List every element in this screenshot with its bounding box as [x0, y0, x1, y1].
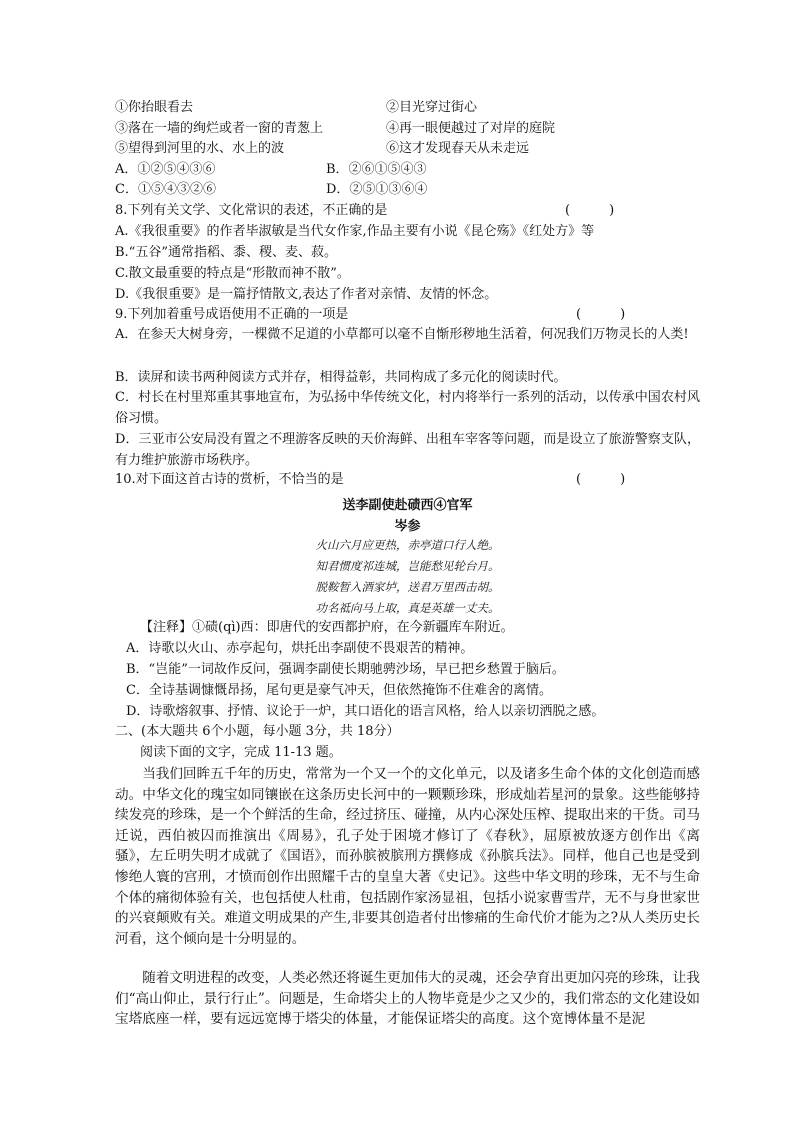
q7-option-a: A．①②⑤④③⑥	[115, 162, 216, 177]
q7-item-3: ③落在一墙的绚烂或者一窗的青葱上	[115, 121, 324, 136]
q9-option-b: B．读屏和读书两种阅读方式并存，相得益彰，共同构成了多元化的阅读时代。	[115, 370, 567, 385]
q9-option-d: D．三亚市公安局没有置之不理游客反映的天价海鲜、出租车宰客等问题，而是设立了旅游警察支队，有力维护旅游市场秩序。	[115, 432, 700, 468]
poem-line-2: 知君惯度祁连城，岂能愁见轮台月。	[315, 559, 500, 573]
q10-option-c: C．全诗基调慷慨昂扬，尾句更是豪气冲天，但依然掩饰不住难舍的离情。	[126, 683, 552, 698]
q9-option-c: C．村长在村里郑重其事地宣布，为弘扬中华传统文化，村内将举行一系列的活动，以传承中国农村风俗习惯。	[115, 390, 700, 426]
q10-option-a: A．诗歌以火山、赤亭起句，烘托出李副使不畏艰苦的精神。	[126, 641, 474, 656]
q10-stem: 10.对下面这首古诗的赏析，不恰当的是	[115, 472, 344, 487]
q10-answer-paren: ( )	[576, 472, 626, 487]
reading-paragraph-2: 随着文明进程的改变，人类必然还将诞生更加伟大的灵魂，还会孕育出更加闪亮的珍珠，让我们“高山仰止，景行行止”。问题是，生命塔尖上的人物毕竟是少之又少的，我们常态的文化建设如宝塔底座一样，要有远远宽博于塔尖的体量，才能保证塔尖的高度。这个宽博体量不是泥	[115, 970, 700, 1028]
section-2-heading: 二、(本大题共 6个小题，每小题 3分，共 18分）	[115, 724, 400, 739]
q9-option-a: A．在参天大树身旁，一棵微不足道的小草都可以毫不自惭形秽地生活着，何况我们万物灵长的人类!	[115, 327, 689, 342]
q8-option-a: A.《我很重要》的作者毕淑敏是当代女作家,作品主要有小说《昆仑殇》《红处方》等	[115, 224, 595, 239]
reading-paragraph-1: 当我们回眸五千年的历史，常常为一个又一个的文化单元，以及诸多生命个体的文化创造而感动。中华文化的瑰宝如同镶嵌在这条历史长河中的一颗颗珍珠，形成灿若星河的景象。这些能够持续发亮的珍珠，是一个个鲜活的生命，经过挤压、碰撞，从内心深处压榨、提取出来的干货。司马迁说，西伯被囚而推演出《周易》，孔子处于困境才修订了《春秋》，屈原被放逐方创作出《离骚》，左丘明失明才成就了《国语》，而孙膑被膑刑方撰修成《孙膑兵法》。同样，他自己也是受到惨绝人寰的宫刑，才愤而创作出照耀千古的皇皇大著《史记》。这些中华文明的珍珠，无不与生命个体的痛彻体验有关，也包括使人杜甫，包括剧作家汤显祖，包括小说家曹雪芹，无不与身世家世的兴衰颠败有关。难道文明成果的产生,非要其创造者付出惨痛的生命代价才能为之?从人类历史长河看，这个倾向是十分明显的。	[115, 766, 700, 947]
q8-option-c: C.散文最重要的特点是“形散而神不散”。	[115, 266, 350, 281]
q7-option-b: B．②⑥①⑤④③	[326, 162, 427, 177]
q7-item-6: ⑥这才发现春天从未走远	[386, 141, 530, 156]
q7-item-4: ④再一眼便越过了对岸的庭院	[386, 121, 556, 136]
q9-answer-paren: ( )	[576, 307, 626, 322]
q10-option-b: B．“岂能”一词故作反问，强调李副使长期驰骋沙场，早已把乡愁置于脑后。	[126, 662, 565, 677]
q10-option-d: D．诗歌熔叙事、抒情、议论于一炉，其口语化的语言风格，给人以亲切洒脱之感。	[126, 704, 605, 719]
q7-item-1: ①你抬眼看去	[115, 100, 194, 115]
q7-item-5: ⑤望得到河里的水、水上的波	[115, 141, 285, 156]
poem-line-1: 火山六月应更热，赤亭道口行人绝。	[315, 538, 500, 552]
poem-line-4: 功名祗向马上取，真是英雄一丈夫。	[315, 601, 500, 615]
poem-note: 【注释】①碛(qì)西：即唐代的安西都护府，在今新疆库车附近。	[140, 620, 514, 635]
q8-stem: 8.下列有关文学、文化常识的表述，不正确的是	[115, 203, 388, 218]
q7-item-2: ②目光穿过街心	[386, 100, 478, 115]
q8-option-d: D.《我很重要》是一篇抒情散文,表达了作者对亲情、友情的怀念。	[115, 287, 498, 302]
poem-author: 岑参	[394, 519, 421, 534]
q8-answer-paren: ( )	[565, 203, 615, 218]
poem-line-3: 脱鞍暂入酒家垆，送君万里西击胡。	[315, 580, 500, 594]
reading-instruction: 阅读下面的文字，完成 11-13 题。	[140, 745, 342, 760]
q9-stem: 9.下列加着重号成语使用不正确的一项是	[115, 307, 349, 322]
q7-option-c: C．①⑤④③②⑥	[115, 182, 216, 197]
q7-option-d: D．②⑤①③⑥④	[326, 182, 428, 197]
q8-option-b: B.“五谷”通常指稻、黍、稷、麦、菽。	[115, 245, 337, 260]
poem-title: 送李副使赴碛西④官军	[342, 498, 473, 513]
